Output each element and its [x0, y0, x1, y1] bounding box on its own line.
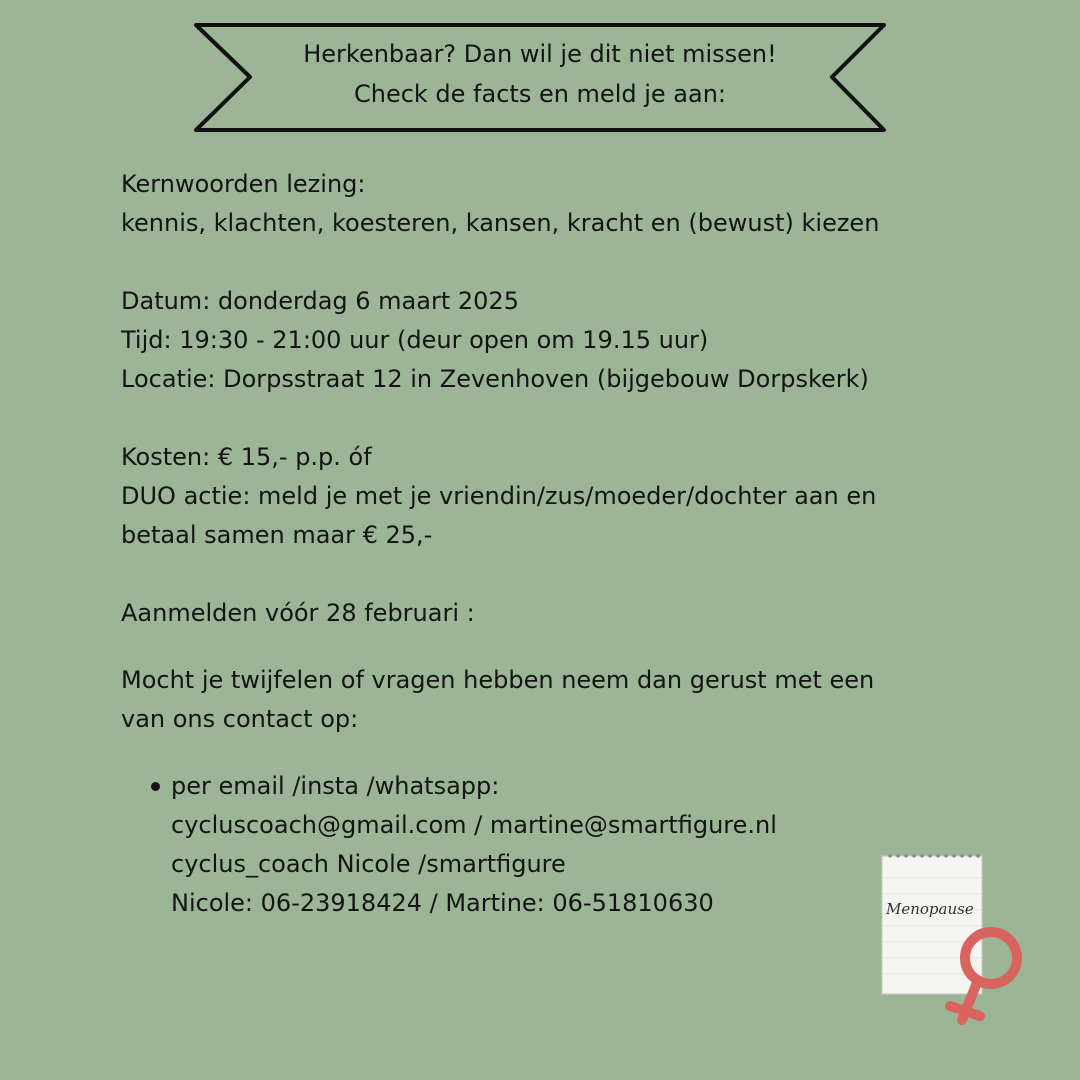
banner-line-1: Herkenbaar? Dan wil je dit niet missen! [303, 40, 777, 68]
costs-line-2: DUO actie: meld je met je vriendin/zus/moeder/dochter aan en [121, 482, 877, 510]
notepad-label: Menopause [886, 900, 974, 918]
banner-line-2: Check de facts en meld je aan: [353, 80, 727, 108]
event-info [121, 165, 1021, 923]
event-date: Datum: donderdag 6 maart 2025 [121, 287, 519, 315]
questions-line-2: van ons contact op: [121, 705, 359, 733]
event-location: Locatie: Dorpsstraat 12 in Zevenhoven (bijgebouw Dorpskerk) [121, 365, 869, 393]
contact-heading: per email /insta /whatsapp: [171, 772, 500, 800]
costs-line-3: betaal samen maar € 25,- [121, 521, 433, 549]
keywords-text: kennis, klachten, koesteren, kansen, kracht en (bewust) kiezen [121, 209, 880, 237]
notepad-icon [878, 848, 1034, 1034]
bullet-icon [151, 782, 160, 791]
costs-line-1: Kosten: € 15,- p.p. óf [121, 443, 372, 471]
contact-socials: cyclus_coach Nicole /smartfigure [171, 850, 566, 878]
contact-phones[interactable]: Nicole: 06-23918424 / Martine: 06-51810630 [171, 889, 714, 917]
banner-text [192, 34, 888, 114]
menopause-illustration [878, 848, 1034, 1034]
header-banner [192, 22, 888, 134]
keywords-label: Kernwoorden lezing: [121, 170, 366, 198]
questions-line-1: Mocht je twijfelen of vragen hebben neem dan gerust met een [121, 666, 875, 694]
contact-emails[interactable]: cycluscoach@gmail.com / martine@smartfigure.nl [171, 811, 777, 839]
event-time: Tijd: 19:30 - 21:00 uur (deur open om 19.15 uur) [121, 326, 709, 354]
register-deadline: Aanmelden vóór 28 februari : [121, 599, 475, 627]
